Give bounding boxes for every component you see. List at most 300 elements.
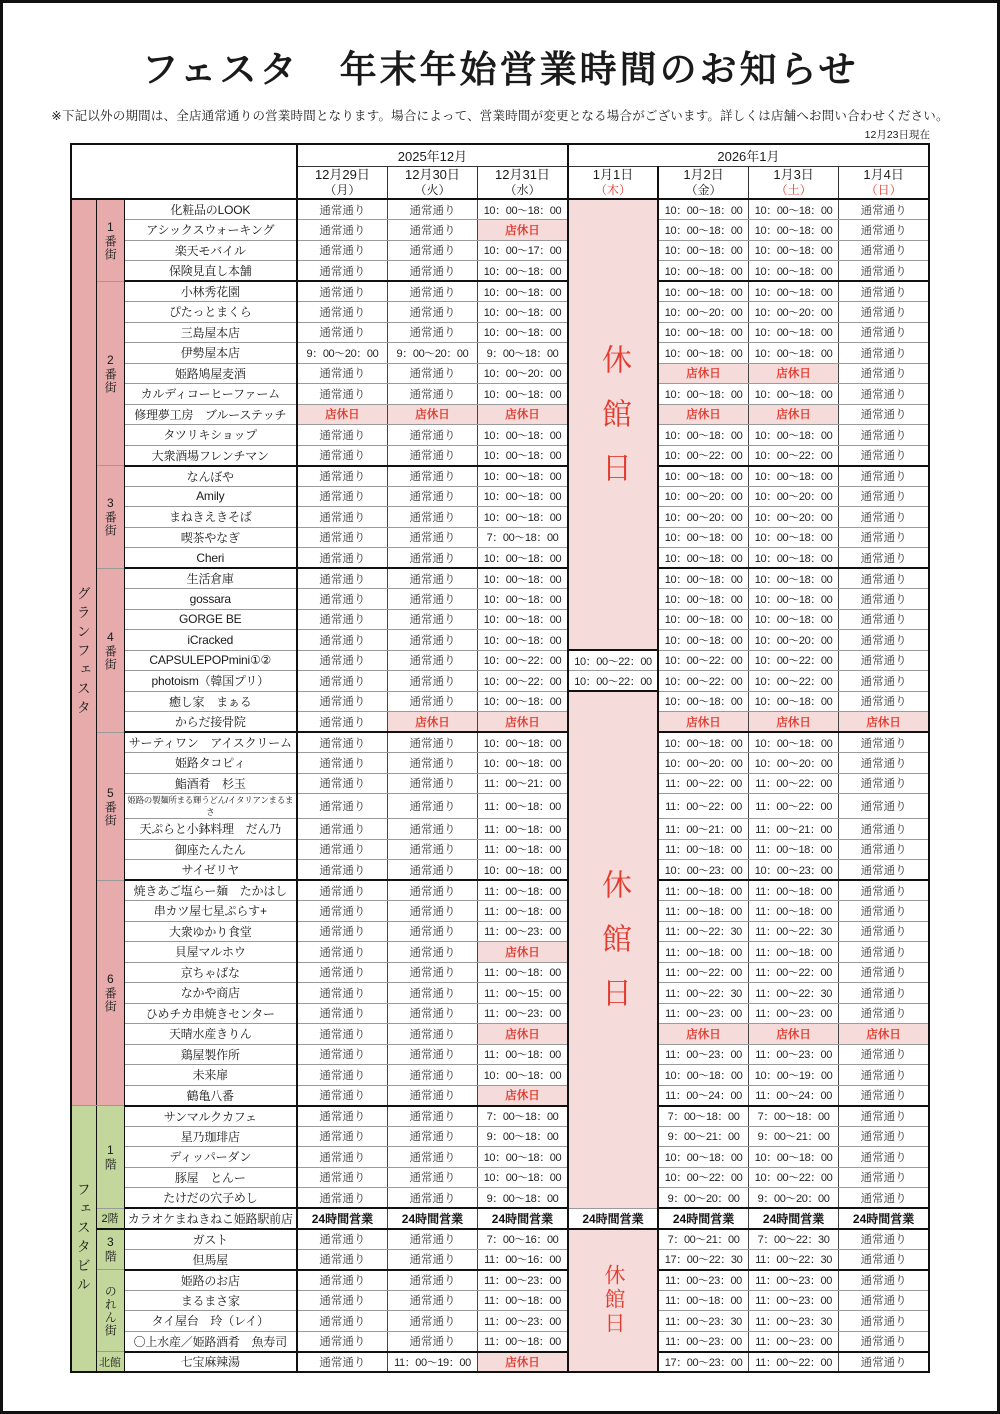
store-name: 天晴水産きりん [124,1024,297,1045]
hours-cell: 11：00～23：00 [478,1270,568,1291]
hours-cell: 10：00～18：00 [658,609,748,630]
hours-cell: 通常通り [839,1167,929,1188]
hours-cell: 店休日 [658,363,748,384]
hours-cell: 11：00～22：30 [658,983,748,1004]
hours-cell: 通常通り [387,1331,477,1352]
hours-cell: 10：00～18：00 [478,732,568,753]
hours-cell: 10：00～18：00 [748,322,838,343]
notice-text: ※下記以外の期間は、全店通常通りの営業時間となります。場合によって、営業時間が変更となる場合がございます。詳しくは店舗へお問い合わせください。 [51,109,949,123]
hours-cell: 10：00～18：00 [478,753,568,774]
hours-cell: 通常通り [297,1167,387,1188]
store-row [71,261,929,282]
hours-cell: 通常通り [387,1106,477,1127]
hours-cell: 10：00～18：00 [658,691,748,712]
section-label: 4番街 [96,568,124,732]
store-row [71,962,929,983]
hours-cell: 通常通り [297,609,387,630]
hours-cell: 通常通り [839,609,929,630]
store-name: Cheri [124,548,297,569]
hours-cell: 11：00～21：00 [748,819,838,840]
store-name: 姫路の製麺所まる輝うどん/イタリアンまるまさ [124,794,297,819]
hours-cell: 通常通り [387,1065,477,1086]
hours-cell: 店休日 [748,363,838,384]
hours-cell: 10：00～18：00 [658,589,748,610]
hours-cell: 11：00～18：00 [658,839,748,860]
hours-cell: 通常通り [297,753,387,774]
hours-cell: 9：00～20：00 [387,343,477,364]
hours-cell: 通常通り [297,1352,387,1373]
store-name: 貝屋マルホウ [124,942,297,963]
store-row [71,384,929,405]
store-row [71,1044,929,1065]
store-name: gossara [124,589,297,610]
store-row [71,1188,929,1209]
store-name: 鶴亀八番 [124,1085,297,1106]
hours-cell: 通常通り [387,1229,477,1250]
hours-cell: 通常通り [297,568,387,589]
store-name: 天ぷらと小鉢料理 だん乃 [124,819,297,840]
store-row [71,363,929,384]
month-header-2025-12: 2025年12月 [297,144,568,166]
store-row [71,568,929,589]
hours-cell: 店休日 [748,404,838,425]
store-name: 癒し家 まぁる [124,691,297,712]
hours-cell: 通常通り [839,199,929,220]
store-row [71,404,929,425]
store-row [71,1208,929,1229]
hours-cell: 通常通り [297,1147,387,1168]
store-row [71,1024,929,1045]
hours-cell: 通常通り [839,650,929,671]
hours-cell: 10：00～20：00 [658,753,748,774]
hours-cell: 10：00～18：00 [478,1147,568,1168]
hours-cell: 通常通り [387,839,477,860]
hours-cell: 通常通り [387,302,477,323]
hours-cell: 通常通り [297,983,387,1004]
hours-cell: 通常通り [387,880,477,901]
hours-cell: 10：00～20：00 [748,302,838,323]
hours-cell: 通常通り [387,983,477,1004]
store-row [71,343,929,364]
hours-cell: 通常通り [297,220,387,241]
hours-cell: 10：00～18：00 [748,732,838,753]
hours-cell: 通常通り [387,1147,477,1168]
hours-cell: 通常通り [387,753,477,774]
hours-cell: 通常通り [839,1229,929,1250]
hours-cell: 24時間営業 [568,1208,658,1229]
store-name: 化粧品のLOOK [124,199,297,220]
hours-cell: 9：00～18：00 [478,1126,568,1147]
store-name: 御座たんたん [124,839,297,860]
hours-cell: 11：00～24：00 [748,1085,838,1106]
hours-cell: 11：00～22：00 [658,794,748,819]
hours-cell: 10：00～20：00 [748,507,838,528]
store-row [71,1249,929,1270]
hours-cell: 10：00～18：00 [478,568,568,589]
hours-cell: 10：00～18：00 [748,548,838,569]
hours-cell: 通常通り [297,1188,387,1209]
hours-cell: 店休日 [748,1024,838,1045]
hours-cell: 10：00～18：00 [748,281,838,302]
hours-cell: 通常通り [387,962,477,983]
hours-cell: 11：00～18：00 [748,901,838,922]
day-header [748,166,838,199]
hours-cell: 11：00～23：00 [748,1331,838,1352]
store-row [71,199,929,220]
hours-cell: 10：00～18：00 [748,384,838,405]
hours-cell: 通常通り [297,1126,387,1147]
hours-cell: 24時間営業 [658,1208,748,1229]
hours-cell: 10：00～18：00 [748,199,838,220]
store-row [71,819,929,840]
hours-cell: 9：00～20：00 [748,1188,838,1209]
hours-cell: 通常通り [387,1270,477,1291]
store-row [71,240,929,261]
section-label: 1階 [96,1106,124,1209]
hours-cell: 11：00～18：00 [748,942,838,963]
hours-cell: 9：00～18：00 [478,343,568,364]
store-name: アシックスウォーキング [124,220,297,241]
hours-cell: 7：00～18：00 [478,1106,568,1127]
store-name: 姫路鳩屋麦酒 [124,363,297,384]
hours-cell: 10：00～18：00 [478,1065,568,1086]
store-row [71,1126,929,1147]
day-of-week: （火） [414,183,451,198]
hours-cell: 9：00～18：00 [478,1188,568,1209]
hours-cell: 店休日 [478,1352,568,1373]
store-row [71,1167,929,1188]
hours-cell: 店休日 [478,220,568,241]
hours-cell: 通常通り [297,322,387,343]
hours-cell: 11：00～18：00 [478,1290,568,1311]
store-row [71,773,929,794]
hours-cell: 通常通り [839,1147,929,1168]
store-name: GORGE BE [124,609,297,630]
hours-cell: 通常通り [387,732,477,753]
hours-cell: 通常通り [839,901,929,922]
hours-cell: 10：00～23：00 [748,860,838,881]
hours-cell: 7：00～22：30 [748,1229,838,1250]
hours-cell: 10：00～18：00 [478,425,568,446]
hours-cell: 10：00～18：00 [478,548,568,569]
hours-cell: 通常通り [387,507,477,528]
hours-cell: 10：00～18：00 [658,261,748,282]
hours-cell: 10：00～18：00 [478,302,568,323]
hours-cell: 10：00～22：00 [658,1167,748,1188]
hours-cell: 10：00～18：00 [748,691,838,712]
hours-cell: 7：00～21：00 [658,1229,748,1250]
hours-cell: 11：00～23：00 [658,1331,748,1352]
hours-cell: 通常通り [297,1044,387,1065]
hours-cell: 11：00～22：00 [658,962,748,983]
day-date: 1月3日 [773,167,814,183]
hours-cell: 11：00～23：00 [748,1003,838,1024]
hours-cell: 10：00～20：00 [658,486,748,507]
store-name: ぴたっとまくら [124,302,297,323]
hours-cell: 店休日 [748,712,838,733]
store-name: サーティワン アイスクリーム [124,732,297,753]
hours-cell: 11：00～22：30 [748,983,838,1004]
hours-cell: 10：00～18：00 [478,384,568,405]
store-row [71,486,929,507]
hours-cell: 通常通り [297,691,387,712]
hours-cell: 10：00～18：00 [748,609,838,630]
hours-cell: 通常通り [297,384,387,405]
hours-cell: 通常通り [387,568,477,589]
hours-cell: 通常通り [387,671,477,692]
hours-cell: 10：00～18：00 [748,589,838,610]
hours-cell: 店休日 [387,404,477,425]
store-row [71,880,929,901]
store-name: なかや商店 [124,983,297,1004]
store-name: たけだの穴子めし [124,1188,297,1209]
hours-cell: 通常通り [839,527,929,548]
day-header [568,166,658,199]
hours-cell: 通常通り [839,240,929,261]
building-closed-cell: 休館日 [568,199,658,650]
store-name: 大衆酒場フレンチマン [124,445,297,466]
hours-cell: 11：00～18：00 [658,942,748,963]
hours-cell: 10：00～18：00 [748,527,838,548]
hours-cell: 10：00～20：00 [658,302,748,323]
hours-cell: 通常通り [839,860,929,881]
hours-cell: 11：00～24：00 [658,1085,748,1106]
hours-cell: 11：00～16：00 [478,1249,568,1270]
hours-cell: 10：00～22：00 [658,445,748,466]
hours-cell: 通常通り [387,1290,477,1311]
hours-cell: 通常通り [839,1003,929,1024]
store-name: 姫路のお店 [124,1270,297,1291]
store-name: 豚屋 とんー [124,1167,297,1188]
store-row [71,1106,929,1127]
hours-cell: 10：00～20：00 [748,753,838,774]
hours-cell: 通常通り [839,261,929,282]
store-row [71,425,929,446]
hours-cell: 通常通り [839,1352,929,1373]
hours-cell: 10：00～18：00 [658,220,748,241]
day-date: 12月30日 [404,167,460,183]
hours-cell: 店休日 [478,404,568,425]
hours-cell: 通常通り [297,1331,387,1352]
hours-cell: 通常通り [297,240,387,261]
hours-cell: 通常通り [387,384,477,405]
hours-cell: 11：00～22：00 [748,1352,838,1373]
hours-cell: 通常通り [387,1024,477,1045]
hours-cell: 10：00～18：00 [658,1065,748,1086]
hours-cell: 11：00～18：00 [478,819,568,840]
hours-cell: 通常通り [839,942,929,963]
hours-cell: 11：00～18：00 [478,880,568,901]
hours-cell: 通常通り [839,691,929,712]
hours-cell: 通常通り [839,548,929,569]
hours-cell: 10：00～18：00 [658,548,748,569]
hours-cell: 10：00～18：00 [748,343,838,364]
hours-cell: 通常通り [839,1126,929,1147]
day-of-week: （木） [595,183,632,198]
store-name: なんぼや [124,466,297,487]
hours-cell: 通常通り [387,609,477,630]
hours-cell: 通常通り [387,261,477,282]
hours-cell: 通常通り [839,322,929,343]
hours-cell: 通常通り [387,220,477,241]
hours-cell: 10：00～18：00 [478,261,568,282]
store-row [71,548,929,569]
hours-cell: 11：00～22：30 [748,1249,838,1270]
hours-cell: 10：00～18：00 [478,486,568,507]
hours-cell: 11：00～23：00 [658,1044,748,1065]
hours-cell: 9：00～21：00 [748,1126,838,1147]
hours-cell: 通常通り [297,1270,387,1291]
hours-cell: 通常通り [387,548,477,569]
hours-cell: 通常通り [839,220,929,241]
hours-cell: 10：00～18：00 [658,384,748,405]
hours-cell: 10：00～18：00 [658,527,748,548]
hours-cell: 10：00～18：00 [478,445,568,466]
hours-cell: 11：00～23：00 [658,1270,748,1291]
day-date: 1月4日 [863,167,904,183]
hours-cell: 10：00～18：00 [478,630,568,651]
hours-cell: 24時間営業 [387,1208,477,1229]
store-row [71,322,929,343]
hours-cell: 10：00～18：00 [748,1147,838,1168]
store-row [71,1003,929,1024]
store-row [71,302,929,323]
hours-cell: 通常通り [297,901,387,922]
hours-cell: 10：00～18：00 [748,466,838,487]
day-header [839,166,929,199]
hours-cell: 11：00～22：00 [748,962,838,983]
hours-cell: 24時間営業 [478,1208,568,1229]
hours-cell: 通常通り [839,880,929,901]
hours-table [70,143,930,1373]
hours-cell: 11：00～18：00 [478,901,568,922]
day-of-week: （金） [685,183,722,198]
month-header-row [71,144,929,166]
store-name: 未来扉 [124,1065,297,1086]
store-row [71,1290,929,1311]
hours-cell: 店休日 [839,1024,929,1045]
hours-cell: 通常通り [839,753,929,774]
hours-cell: 通常通り [839,983,929,1004]
section-label: 3番街 [96,466,124,569]
hours-cell: 10：00～22：00 [748,671,838,692]
store-row [71,860,929,881]
hours-cell: 通常通り [297,860,387,881]
hours-cell: 店休日 [387,712,477,733]
as-of-date: 12月23日現在 [864,129,930,141]
hours-cell: 通常通り [839,404,929,425]
store-name: カラオケまねきねこ姫路駅前店 [124,1208,297,1229]
hours-cell: 通常通り [297,880,387,901]
section-label: 北館 [96,1352,124,1373]
hours-cell: 11：00～23：30 [748,1311,838,1332]
day-header [297,166,387,199]
store-name: 小林秀花園 [124,281,297,302]
store-name: ガスト [124,1229,297,1250]
store-name: サンマルクカフェ [124,1106,297,1127]
hours-cell: 通常通り [839,1188,929,1209]
store-row [71,281,929,302]
store-name: 楽天モバイル [124,240,297,261]
day-of-week: （日） [865,183,902,198]
store-row [71,921,929,942]
hours-cell: 店休日 [658,1024,748,1045]
hours-cell: 店休日 [478,1024,568,1045]
hours-cell: 10：00～20：00 [748,486,838,507]
hours-cell: 通常通り [387,942,477,963]
store-name: 保険見直し本舗 [124,261,297,282]
store-row [71,650,929,671]
hours-cell: 10：00～18：00 [658,322,748,343]
hours-cell: 11：00～19：00 [387,1352,477,1373]
hours-cell: 11：00～23：00 [658,1003,748,1024]
hours-cell: 17：00～23：00 [658,1352,748,1373]
day-date: 12月29日 [314,167,370,183]
hours-cell: 通常通り [297,921,387,942]
hours-cell: 通常通り [297,1003,387,1024]
hours-cell: 11：00～23：00 [478,1003,568,1024]
hours-cell: 通常通り [387,199,477,220]
hours-cell: 通常通り [297,1024,387,1045]
store-row [71,1311,929,1332]
store-row [71,1331,929,1352]
store-name: ひめチカ串焼きセンター [124,1003,297,1024]
hours-cell: 通常通り [839,425,929,446]
hours-cell: 10：00～20：00 [658,507,748,528]
hours-cell: 通常通り [297,773,387,794]
hours-cell: 通常通り [839,921,929,942]
hours-cell: 通常通り [297,1065,387,1086]
store-row [71,901,929,922]
hours-cell: 通常通り [297,363,387,384]
hours-cell: 通常通り [387,630,477,651]
hours-cell: 11：00～22：30 [658,921,748,942]
hours-cell: 通常通り [387,486,477,507]
hours-cell: 通常通り [297,199,387,220]
day-date: 1月2日 [683,167,724,183]
section-label: のれん街 [96,1270,124,1352]
building-closed-cell: 休館日 [568,1229,658,1373]
hours-cell: 通常通り [839,445,929,466]
hours-cell: 通常通り [839,363,929,384]
store-row [71,1270,929,1291]
hours-cell: 9：00～21：00 [658,1126,748,1147]
hours-cell: 11：00～23：00 [748,1044,838,1065]
hours-cell: 10：00～18：00 [748,240,838,261]
store-row [71,942,929,963]
hours-cell: 11：00～23：00 [748,1290,838,1311]
building-label: グランフェスタ [71,199,96,1106]
hours-cell: 7：00～18：00 [748,1106,838,1127]
hours-cell: 通常通り [297,281,387,302]
hours-cell: 通常通り [297,1229,387,1250]
store-name: iCracked [124,630,297,651]
hours-cell: 通常通り [297,942,387,963]
hours-cell: 通常通り [387,240,477,261]
hours-cell: 11：00～15：00 [478,983,568,1004]
day-date: 12月31日 [495,167,550,183]
hours-cell: 10：00～22：00 [748,650,838,671]
building-closed-cell: 休館日 [568,691,658,1208]
store-name: 鶏屋製作所 [124,1044,297,1065]
day-of-week: （月） [324,183,361,198]
hours-cell: 10：00～18：00 [478,507,568,528]
hours-cell: 通常通り [297,671,387,692]
store-name: からだ接骨院 [124,712,297,733]
store-name: 生活倉庫 [124,568,297,589]
hours-cell: 11：00～18：00 [478,1331,568,1352]
hours-cell: 10：00～18：00 [658,1147,748,1168]
